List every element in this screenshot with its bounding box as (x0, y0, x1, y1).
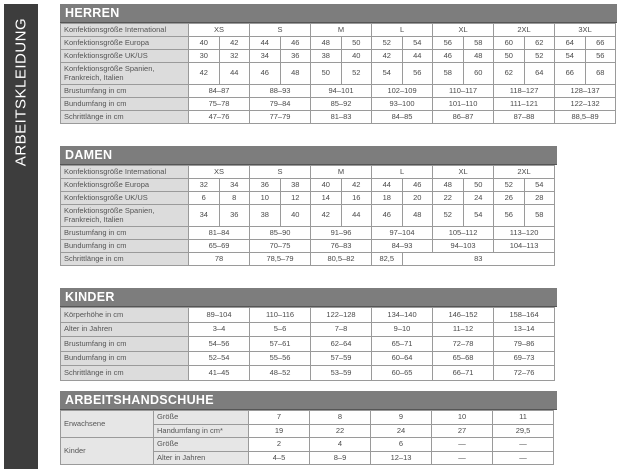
table-cell: 97–104 (372, 227, 433, 240)
table-row (61, 322, 555, 337)
table-cell: 54 (463, 205, 494, 227)
table-cell: 10 (250, 192, 281, 205)
table-row (61, 85, 616, 98)
table-cell: 158–164 (494, 308, 555, 323)
table-cell: 38 (311, 50, 342, 63)
group-label: Erwachsene (61, 411, 154, 438)
table-cell: 88,5–89 (555, 111, 616, 124)
table-cell: 62 (494, 63, 525, 85)
table-row (61, 63, 616, 85)
table-cell: 56 (402, 63, 433, 85)
table-cell: 8 (310, 411, 371, 425)
table-herren (60, 23, 616, 124)
table-cell: M (311, 166, 372, 179)
table-row (61, 308, 555, 323)
table-cell: 75–78 (189, 98, 250, 111)
row-label: Bundumfang in cm (61, 98, 189, 111)
section-title-kinder: KINDER (60, 288, 557, 307)
table-cell: 34 (219, 179, 250, 192)
table-cell: 22 (433, 192, 464, 205)
table-cell: 77–79 (250, 111, 311, 124)
row-label: Konfektionsgröße International (61, 24, 189, 37)
table-cell: 26 (494, 192, 525, 205)
table-cell: 16 (341, 192, 372, 205)
table-cell: 52 (524, 50, 555, 63)
table-cell: 50 (494, 50, 525, 63)
table-row (61, 50, 616, 63)
table-row (61, 205, 555, 227)
table-cell: 48 (463, 50, 494, 63)
table-damen (60, 165, 555, 266)
table-row (61, 166, 555, 179)
row-label: Alter in Jahren (61, 322, 189, 337)
table-cell: 7–8 (311, 322, 372, 337)
table-cell: 62 (524, 37, 555, 50)
table-kinder (60, 307, 555, 381)
table-cell: 94–103 (433, 240, 494, 253)
table-cell: 81–83 (311, 111, 372, 124)
row-label: Körperhöhe in cm (61, 308, 189, 323)
table-cell: 46 (280, 37, 311, 50)
table-cell: 42 (341, 179, 372, 192)
table-cell: 44 (372, 179, 403, 192)
row-label: Bundumfang in cm (61, 351, 189, 366)
table-cell: 122–132 (555, 98, 616, 111)
table-row (61, 366, 555, 381)
table-cell: 38 (250, 205, 281, 227)
row-label: Brustumfang in cm (61, 227, 189, 240)
table-cell: 52 (341, 63, 372, 85)
table-row (61, 240, 555, 253)
table-cell: 44 (219, 63, 250, 85)
table-cell: 88–93 (250, 85, 311, 98)
table-cell: 11 (493, 411, 554, 425)
table-cell: 50 (341, 37, 372, 50)
row-label: Alter in Jahren (154, 451, 249, 465)
table-cell: XS (189, 166, 250, 179)
row-label: Brustumfang in cm (61, 85, 189, 98)
table-cell: 70–75 (250, 240, 311, 253)
table-cell: 46 (250, 63, 281, 85)
table-cell: S (250, 166, 311, 179)
table-cell: 146–152 (433, 308, 494, 323)
table-cell: 5–6 (250, 322, 311, 337)
table-cell: 110–116 (250, 308, 311, 323)
table-cell: 46 (372, 205, 403, 227)
table-cell: 9–10 (372, 322, 433, 337)
table-cell: 62–64 (311, 337, 372, 352)
table-cell: 44 (402, 50, 433, 63)
table-cell: 29,5 (493, 424, 554, 438)
table-cell: 28 (524, 192, 555, 205)
table-row (61, 179, 555, 192)
table-cell: 105–112 (433, 227, 494, 240)
table-cell: 84–93 (372, 240, 433, 253)
section-arbeitshandschuhe (60, 391, 557, 465)
table-row (61, 253, 555, 266)
table-cell: 54 (402, 37, 433, 50)
table-cell: 76–83 (311, 240, 372, 253)
row-label: Bundumfang in cm (61, 240, 189, 253)
row-label: Schrittlänge in cm (61, 366, 189, 381)
table-cell: 2XL (494, 166, 555, 179)
table-cell: 93–100 (372, 98, 433, 111)
table-cell: — (493, 438, 554, 452)
table-cell: 52 (372, 37, 403, 50)
sidebar (4, 4, 38, 469)
row-label: Konfektionsgröße Spanien, Frankreich, Italien (61, 205, 189, 227)
table-cell: 46 (433, 50, 464, 63)
table-cell: 57–59 (311, 351, 372, 366)
table-cell: 50 (311, 63, 342, 85)
table-cell: 104–113 (494, 240, 555, 253)
table-row (61, 37, 616, 50)
section-herren (60, 4, 617, 124)
table-cell: 89–104 (189, 308, 250, 323)
table-cell: 10 (432, 411, 493, 425)
row-label: Konfektionsgröße UK/US (61, 50, 189, 63)
table-cell: 52 (433, 205, 464, 227)
table-cell: 38 (280, 179, 311, 192)
table-cell: 80,5–82 (311, 253, 372, 266)
table-cell: 55–56 (250, 351, 311, 366)
table-cell: — (432, 451, 493, 465)
table-cell: 54–56 (189, 337, 250, 352)
table-cell: 41–45 (189, 366, 250, 381)
table-cell: 19 (249, 424, 310, 438)
row-label: Konfektionsgröße International (61, 166, 189, 179)
table-cell: 40 (280, 205, 311, 227)
row-label: Konfektionsgröße Europa (61, 37, 189, 50)
table-cell: 58 (433, 63, 464, 85)
table-cell: 113–120 (494, 227, 555, 240)
table-cell: 102–109 (372, 85, 433, 98)
table-cell: 40 (341, 50, 372, 63)
table-cell: 65–69 (189, 240, 250, 253)
table-cell: 54 (372, 63, 403, 85)
table-cell: 56 (585, 50, 616, 63)
table-row (61, 337, 555, 352)
table-row (61, 98, 616, 111)
row-label: Größe (154, 411, 249, 425)
table-cell: 48 (311, 37, 342, 50)
row-label: Konfektionsgröße UK/US (61, 192, 189, 205)
table-cell: 68 (585, 63, 616, 85)
table-cell: 42 (372, 50, 403, 63)
table-cell: 118–127 (494, 85, 555, 98)
table-cell: 9 (371, 411, 432, 425)
table-cell: S (250, 24, 311, 37)
table-cell: XS (189, 24, 250, 37)
table-cell: 78,5–79 (250, 253, 311, 266)
table-cell: 83 (402, 253, 555, 266)
table-cell: 84–87 (189, 85, 250, 98)
table-cell: 4 (310, 438, 371, 452)
row-label: Schrittlänge in cm (61, 253, 189, 266)
table-cell: XL (433, 166, 494, 179)
table-cell: 85–90 (250, 227, 311, 240)
table-cell: 65–71 (372, 337, 433, 352)
table-cell: 46 (402, 179, 433, 192)
table-cell: 54 (555, 50, 586, 63)
table-cell: 54 (524, 179, 555, 192)
table-cell: 13–14 (494, 322, 555, 337)
table-cell: L (372, 166, 433, 179)
table-cell: 79–84 (250, 98, 311, 111)
table-cell: 11–12 (433, 322, 494, 337)
table-cell: 87–88 (494, 111, 555, 124)
table-cell: 42 (189, 63, 220, 85)
table-cell: 91–96 (311, 227, 372, 240)
table-cell: 8 (219, 192, 250, 205)
table-cell: 82,5 (372, 253, 403, 266)
table-cell: 60–64 (372, 351, 433, 366)
table-cell: 2XL (494, 24, 555, 37)
row-label: Konfektionsgröße Spanien, Frankreich, Italien (61, 63, 189, 85)
table-cell: 72–78 (433, 337, 494, 352)
table-cell: 32 (189, 179, 220, 192)
table-cell: 101–110 (433, 98, 494, 111)
table-cell: 58 (463, 37, 494, 50)
table-cell: 56 (433, 37, 464, 50)
row-label: Schrittlänge in cm (61, 111, 189, 124)
table-cell: 52–54 (189, 351, 250, 366)
table-row (61, 438, 554, 452)
table-cell: 32 (219, 50, 250, 63)
table-cell: 44 (250, 37, 281, 50)
table-cell: 64 (524, 63, 555, 85)
table-cell: 48 (402, 205, 433, 227)
table-cell: 40 (189, 37, 220, 50)
table-cell: 78 (189, 253, 250, 266)
table-cell: 85–92 (311, 98, 372, 111)
table-cell: 94–101 (311, 85, 372, 98)
table-cell: 81–84 (189, 227, 250, 240)
table-cell: 110–117 (433, 85, 494, 98)
table-cell: 134–140 (372, 308, 433, 323)
table-cell: 60 (463, 63, 494, 85)
row-label: Größe (154, 438, 249, 452)
section-title-herren: HERREN (60, 4, 617, 23)
table-cell: 60 (494, 37, 525, 50)
table-cell: 12–13 (371, 451, 432, 465)
table-cell: 3XL (555, 24, 616, 37)
table-cell: 48–52 (250, 366, 311, 381)
table-arbeitshandschuhe (60, 410, 554, 465)
table-cell: 4–5 (249, 451, 310, 465)
table-cell: 58 (524, 205, 555, 227)
table-cell: 6 (189, 192, 220, 205)
table-cell: 128–137 (555, 85, 616, 98)
table-cell: 66 (555, 63, 586, 85)
table-cell: 36 (280, 50, 311, 63)
row-label: Konfektionsgröße Europa (61, 179, 189, 192)
table-cell: — (493, 451, 554, 465)
section-damen (60, 146, 557, 266)
table-row (61, 111, 616, 124)
table-cell: 14 (311, 192, 342, 205)
table-cell: 34 (250, 50, 281, 63)
table-cell: 30 (189, 50, 220, 63)
table-row (61, 192, 555, 205)
table-cell: 40 (311, 179, 342, 192)
table-cell: 27 (432, 424, 493, 438)
row-label: Brustumfang in cm (61, 337, 189, 352)
table-cell: 2 (249, 438, 310, 452)
table-cell: 24 (463, 192, 494, 205)
table-cell: L (372, 24, 433, 37)
table-cell: 111–121 (494, 98, 555, 111)
table-cell: 84–85 (372, 111, 433, 124)
table-cell: 36 (219, 205, 250, 227)
table-cell: 34 (189, 205, 220, 227)
table-row (61, 351, 555, 366)
table-row (61, 227, 555, 240)
table-cell: M (311, 24, 372, 37)
table-cell: 57–61 (250, 337, 311, 352)
table-cell: 69–73 (494, 351, 555, 366)
table-cell: 66–71 (433, 366, 494, 381)
table-cell: 53–59 (311, 366, 372, 381)
table-cell: 122–128 (311, 308, 372, 323)
table-cell: 50 (463, 179, 494, 192)
table-cell: 42 (311, 205, 342, 227)
table-cell: 79–86 (494, 337, 555, 352)
table-cell: 65–68 (433, 351, 494, 366)
row-label: Handumfang in cm* (154, 424, 249, 438)
table-cell: 22 (310, 424, 371, 438)
table-cell: 18 (372, 192, 403, 205)
table-cell: — (432, 438, 493, 452)
section-title-arbeitshandschuhe: ARBEITSHANDSCHUHE (60, 391, 557, 410)
table-cell: 60–65 (372, 366, 433, 381)
table-cell: 6 (371, 438, 432, 452)
table-cell: 42 (219, 37, 250, 50)
group-label: Kinder (61, 438, 154, 465)
table-cell: XL (433, 24, 494, 37)
table-cell: 72–76 (494, 366, 555, 381)
table-cell: 24 (371, 424, 432, 438)
table-cell: 48 (280, 63, 311, 85)
section-title-damen: DAMEN (60, 146, 557, 165)
table-cell: 7 (249, 411, 310, 425)
table-cell: 20 (402, 192, 433, 205)
table-cell: 36 (250, 179, 281, 192)
table-row (61, 411, 554, 425)
section-kinder (60, 288, 557, 381)
table-cell: 8–9 (310, 451, 371, 465)
table-cell: 3–4 (189, 322, 250, 337)
table-cell: 64 (555, 37, 586, 50)
table-cell: 86–87 (433, 111, 494, 124)
table-row (61, 24, 616, 37)
table-cell: 52 (494, 179, 525, 192)
sidebar-title: ARBEITSKLEIDUNG (12, 17, 30, 167)
table-cell: 44 (341, 205, 372, 227)
table-cell: 12 (280, 192, 311, 205)
table-cell: 56 (494, 205, 525, 227)
table-cell: 48 (433, 179, 464, 192)
table-cell: 66 (585, 37, 616, 50)
table-cell: 47–76 (189, 111, 250, 124)
